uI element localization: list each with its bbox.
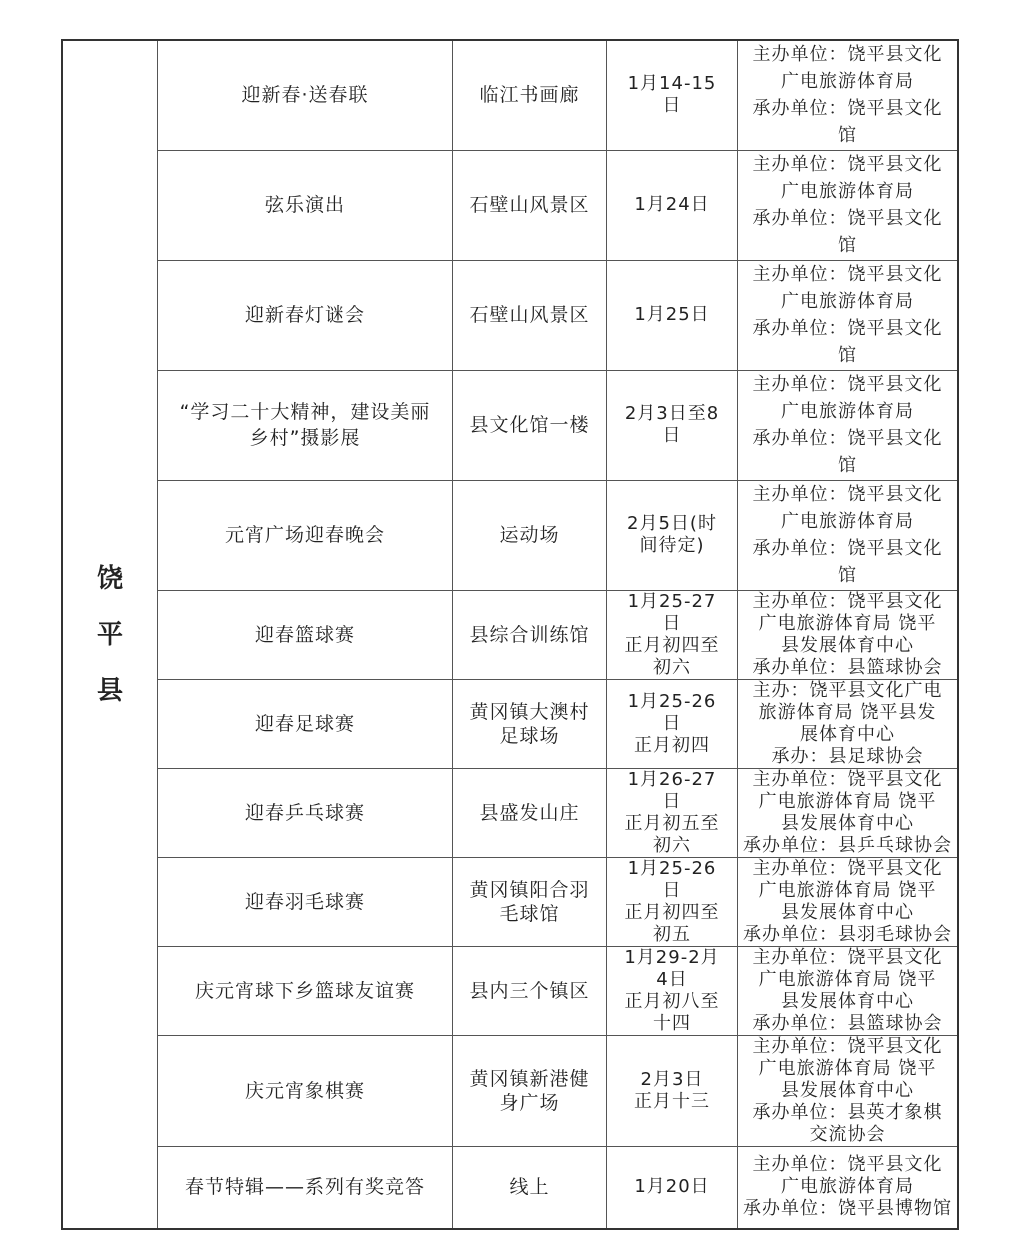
event-venue-line: 县文化馆一楼: [469, 414, 590, 436]
event-venue: [453, 1035, 607, 1146]
event-venue: [453, 370, 607, 480]
event-organizer-line: 县发展体育中心: [781, 634, 914, 656]
event-date: [607, 480, 738, 590]
event-date: [607, 679, 738, 768]
event-date-line: 1月25-27: [627, 590, 717, 612]
event-organizer-line: 承办单位：饶平县文化: [752, 98, 943, 120]
event-date-line: 1月14-15: [627, 73, 717, 95]
event-name: [158, 260, 453, 370]
event-organizer: [738, 260, 959, 370]
event-name: [158, 1035, 453, 1146]
event-name-line: 乡村”摄影展: [249, 427, 361, 449]
event-organizer-line: 主办：饶平县文化广电: [752, 679, 943, 701]
event-venue-line: 县内三个镇区: [469, 979, 590, 1002]
event-organizer-line: 承办单位：县篮球协会: [752, 1012, 943, 1034]
county-char: 平: [96, 619, 123, 650]
event-table: [61, 39, 959, 1230]
event-name-line: 庆元宵球下乡篮球友谊赛: [194, 979, 415, 1002]
event-venue-line: 县盛发山庄: [479, 801, 580, 824]
event-date-line: 1月25-26: [627, 857, 717, 879]
event-organizer: [738, 1146, 959, 1229]
event-organizer-line: 旅游体育局 饶平县发: [758, 701, 937, 723]
event-date-line: 正月初四: [634, 734, 710, 756]
event-organizer-line: 广电旅游体育局 饶平: [758, 790, 937, 812]
event-date-line: 日: [662, 712, 682, 734]
event-date-line: 2月3日: [640, 1068, 704, 1090]
event-date-line: 间待定): [639, 535, 705, 556]
event-organizer-line: 展体育中心: [800, 723, 895, 745]
event-venue-line: 石壁山风景区: [469, 304, 590, 326]
event-organizer-line: 主办单位：饶平县文化: [752, 590, 943, 612]
event-name: [158, 370, 453, 480]
event-date-line: 日: [662, 879, 682, 901]
event-date-line: 初五: [653, 923, 691, 945]
event-date-line: 初六: [653, 834, 691, 856]
event-date-line: 正月初五至: [624, 812, 720, 834]
event-date-line: 2月3日至8: [624, 403, 720, 424]
table-row: [62, 150, 958, 260]
event-date: [607, 260, 738, 370]
table-row: [62, 590, 958, 679]
event-venue-line: 黄冈镇阳合羽: [469, 878, 590, 901]
event-organizer-line: 主办单位：饶平县文化: [752, 154, 943, 175]
event-date: [607, 946, 738, 1035]
table-row: [62, 370, 958, 480]
event-date: [607, 857, 738, 946]
event-venue: [453, 1146, 607, 1229]
event-date: [607, 40, 738, 150]
event-organizer-line: 广电旅游体育局: [781, 181, 914, 202]
event-venue-line: 足球场: [499, 724, 560, 747]
event-date-line: 1月20日: [634, 1176, 710, 1198]
table-row: [62, 946, 958, 1035]
event-date-line: 1月24日: [634, 194, 710, 215]
event-organizer-line: 承办单位：饶平县文化: [752, 428, 943, 449]
event-date: [607, 590, 738, 679]
event-organizer: [738, 590, 959, 679]
event-date-line: 十四: [653, 1012, 691, 1034]
event-venue-line: 黄冈镇新港健: [469, 1067, 590, 1090]
event-date-line: 日: [662, 612, 682, 634]
event-organizer-line: 馆: [838, 235, 857, 256]
event-organizer-line: 主办单位：饶平县文化: [752, 946, 943, 968]
event-organizer-line: 馆: [838, 455, 857, 476]
event-organizer-line: 主办单位：饶平县文化: [752, 768, 943, 790]
event-name: [158, 857, 453, 946]
event-organizer-line: 广电旅游体育局 饶平: [758, 1057, 937, 1079]
event-organizer-line: 主办单位：饶平县文化: [752, 374, 943, 395]
event-name-line: 迎春篮球赛: [254, 623, 355, 646]
event-organizer-line: 县发展体育中心: [781, 1079, 914, 1101]
event-name: [158, 946, 453, 1035]
event-venue-line: 石壁山风景区: [469, 194, 590, 216]
event-date-line: 初六: [653, 656, 691, 678]
table-row: [62, 40, 958, 150]
event-organizer-line: 承办：县足球协会: [771, 745, 924, 767]
event-date-line: 1月25-26: [627, 690, 717, 712]
event-venue-line: 线上: [509, 1176, 550, 1199]
event-organizer: [738, 679, 959, 768]
event-name-line: 迎春羽毛球赛: [244, 890, 365, 913]
event-date-line: 日: [662, 95, 682, 117]
event-date-line: 1月25日: [634, 304, 710, 325]
event-table-body: [62, 40, 958, 1229]
event-venue-line: 身广场: [499, 1091, 560, 1114]
table-row: [62, 857, 958, 946]
event-name: [158, 40, 453, 150]
event-organizer-line: 广电旅游体育局 饶平: [758, 968, 937, 990]
event-venue: [453, 260, 607, 370]
event-name-line: 庆元宵象棋赛: [244, 1079, 365, 1102]
event-name-line: 迎春乒乓球赛: [244, 801, 365, 824]
event-name: [158, 1146, 453, 1229]
event-organizer-line: 主办单位：饶平县文化: [752, 484, 943, 505]
event-name: [158, 480, 453, 590]
event-venue: [453, 150, 607, 260]
event-organizer-line: 主办单位：饶平县文化: [752, 1154, 943, 1176]
county-cell: [62, 40, 158, 1229]
event-organizer-line: 广电旅游体育局: [781, 291, 914, 312]
event-date-line: 4日: [656, 968, 688, 990]
event-organizer: [738, 1035, 959, 1146]
event-organizer-line: 交流协会: [809, 1123, 886, 1145]
event-venue-line: 毛球馆: [499, 902, 560, 925]
event-organizer-line: 广电旅游体育局: [781, 71, 914, 93]
event-organizer-line: 承办单位：县乒乓球协会: [743, 834, 952, 856]
event-organizer: [738, 40, 959, 150]
table-row: [62, 480, 958, 590]
event-venue: [453, 40, 607, 150]
event-name-line: 迎新春·送春联: [241, 84, 369, 107]
event-organizer-line: 承办单位：县篮球协会: [752, 656, 943, 678]
event-venue: [453, 857, 607, 946]
event-date-line: 1月29-2月: [624, 946, 720, 968]
event-venue-line: 黄冈镇大澳村: [469, 700, 590, 723]
event-name: [158, 150, 453, 260]
event-venue: [453, 480, 607, 590]
event-organizer-line: 主办单位：饶平县文化: [752, 44, 943, 66]
event-organizer-line: 县发展体育中心: [781, 812, 914, 834]
event-name-line: 弦乐演出: [264, 194, 345, 216]
event-organizer-line: 承办单位：县羽毛球协会: [743, 923, 952, 945]
event-venue-line: 运动场: [499, 524, 560, 546]
event-venue-line: 临江书画廊: [479, 84, 580, 107]
event-organizer-line: 广电旅游体育局: [781, 401, 914, 422]
event-organizer-line: 馆: [838, 345, 857, 366]
event-organizer-line: 主办单位：饶平县文化: [752, 264, 943, 285]
event-organizer-line: 主办单位：饶平县文化: [752, 857, 943, 879]
event-organizer-line: 承办单位：饶平县文化: [752, 318, 943, 339]
event-name: [158, 679, 453, 768]
event-name-line: 迎新春灯谜会: [244, 304, 365, 326]
event-date: [607, 768, 738, 857]
county-label: [67, 551, 153, 719]
event-organizer-line: 承办单位：饶平县文化: [752, 538, 943, 559]
event-date: [607, 1146, 738, 1229]
event-organizer: [738, 150, 959, 260]
event-organizer: [738, 946, 959, 1035]
event-organizer-line: 广电旅游体育局 饶平: [758, 879, 937, 901]
event-organizer-line: 馆: [838, 565, 857, 586]
event-organizer-line: 馆: [838, 125, 857, 147]
event-name: [158, 590, 453, 679]
event-name-line: “学习二十大精神，建设美丽: [179, 401, 431, 423]
event-date-line: 正月十三: [634, 1090, 710, 1112]
event-name-line: 元宵广场迎春晚会: [224, 524, 385, 546]
table-row: [62, 1035, 958, 1146]
table-row: [62, 260, 958, 370]
event-date-line: 正月初四至: [624, 634, 720, 656]
event-venue: [453, 768, 607, 857]
event-date: [607, 150, 738, 260]
event-date-line: 正月初四至: [624, 901, 720, 923]
event-date-line: 正月初八至: [624, 990, 720, 1012]
county-char: 县: [96, 675, 123, 706]
event-organizer-line: 县发展体育中心: [781, 990, 914, 1012]
event-name: [158, 768, 453, 857]
event-name-line: 迎春足球赛: [254, 712, 355, 735]
event-organizer-line: 承办单位：饶平县文化: [752, 208, 943, 229]
event-venue: [453, 590, 607, 679]
event-date-line: 日: [662, 790, 682, 812]
event-date-line: 1月26-27: [627, 768, 717, 790]
table-row: [62, 1146, 958, 1229]
county-char: 饶: [96, 563, 123, 594]
event-organizer-line: 主办单位：饶平县文化: [752, 1035, 943, 1057]
event-organizer-line: 承办单位：县英才象棋: [752, 1101, 943, 1123]
table-row: [62, 679, 958, 768]
event-organizer-line: 承办单位：饶平县博物馆: [743, 1198, 952, 1220]
event-organizer: [738, 768, 959, 857]
table-row: [62, 768, 958, 857]
event-venue: [453, 679, 607, 768]
event-organizer: [738, 480, 959, 590]
event-date: [607, 370, 738, 480]
event-organizer-line: 县发展体育中心: [781, 901, 914, 923]
event-date-line: 2月5日(时: [627, 513, 717, 534]
event-organizer: [738, 857, 959, 946]
event-venue-line: 县综合训练馆: [469, 623, 590, 646]
event-date-line: 日: [662, 425, 682, 446]
event-venue: [453, 946, 607, 1035]
event-organizer: [738, 370, 959, 480]
event-organizer-line: 广电旅游体育局: [781, 511, 914, 532]
event-organizer-line: 广电旅游体育局: [781, 1176, 914, 1198]
event-table-wrapper: [61, 39, 959, 1230]
event-date: [607, 1035, 738, 1146]
event-name-line: 春节特辑——系列有奖竞答: [184, 1176, 425, 1199]
event-organizer-line: 广电旅游体育局 饶平: [758, 612, 937, 634]
